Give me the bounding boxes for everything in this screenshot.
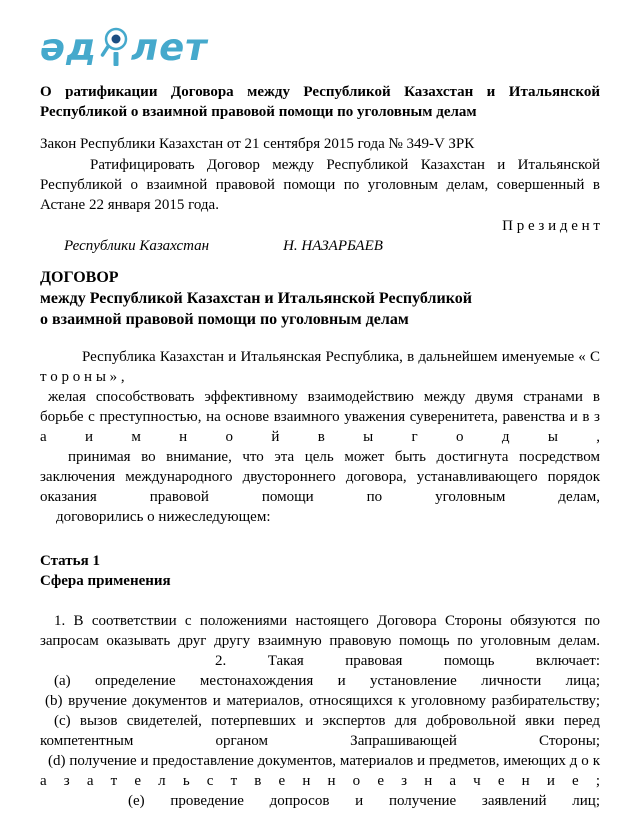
list-item-e: (e) проведение допросов и получение заявлений лиц; [128,793,600,809]
adilet-logo-text [40,26,208,68]
treaty-heading-line2: между Республикой Казахстан и Итальянской Республикой [40,290,472,307]
signature-row [40,236,600,256]
magnifier-i-icon [100,26,130,68]
ratification-body: Ратифицировать Договор между Республикой Казахстан и Итальянской Республикой о взаимной правовой помощи по уголовным делам, совершенный в Астане 22 января 2015 года. [40,157,600,213]
article-1-clause-1: 1. В соответствии с положениями настоящего Договора Стороны обязуются по запросам оказывать друг другу взаимную правовую помощь по уголовным делам. [40,613,600,649]
ratification-title: О ратификации Договора между Республикой Казахстан и Итальянской Республикой о взаимной правовой помощи по уголовным делам [40,84,600,120]
president-org: Республики Казахстан [64,238,210,254]
treaty-heading-line1: ДОГОВОР [40,269,119,286]
preamble-paragraph-3: принимая во внимание, что эта цель может быть достигнута посредством заключения международного двустороннего договора, устанавливающего порядок оказания правовой помощи по уголовным делам, [40,449,600,505]
treaty-heading-line3: о взаимной правовой помощи по уголовным делам [40,311,409,328]
article-number: Статья 1 [40,553,100,569]
preamble-paragraph-1: Республика Казахстан и Итальянская Республика, в дальнейшем именуемые « С т о р о н ы » , [40,349,600,385]
treaty-heading [40,267,600,330]
logo-text-left: әд [40,26,97,69]
list-item-a: (a) определение местонахождения и установление личности лица; [54,673,600,689]
article-title: Сфера применения [40,573,171,589]
preamble-paragraph-2: желая способствовать эффективному взаимодействию между двумя странами в борьбе с преступностью, на основе взаимного уважения суверенитета, равенства и в з а и м н о й в ы г о д ы , [40,389,600,445]
preamble-paragraph-4: договорились о нижеследующем: [56,509,271,525]
list-item-c: (c) вызов свидетелей, потерпевших и экспертов для добровольной явки перед компетентным органом Запрашивающей Стороны; [40,713,600,749]
article-1-clause-2: 2. Такая правовая помощь включает: [215,653,600,669]
adilet-logo[interactable] [40,26,600,68]
logo-text-right: лет [130,26,208,69]
list-item-d: (d) получение и предоставление документов, материалов и предметов, имеющих д о к а з а т е л ь с т в е н н о е з н а ч е н и е ; [40,753,600,789]
president-name: Н. НАЗАРБАЕВ [283,238,383,254]
list-item-b: (b) вручение документов и материалов, относящихся к уголовному разбирательству; [45,693,600,709]
law-reference: Закон Республики Казахстан от 21 сентября 2015 года № 349-V ЗРК [40,136,475,152]
article-1-heading [40,551,600,591]
president-title: П р е з и д е н т [502,218,600,234]
